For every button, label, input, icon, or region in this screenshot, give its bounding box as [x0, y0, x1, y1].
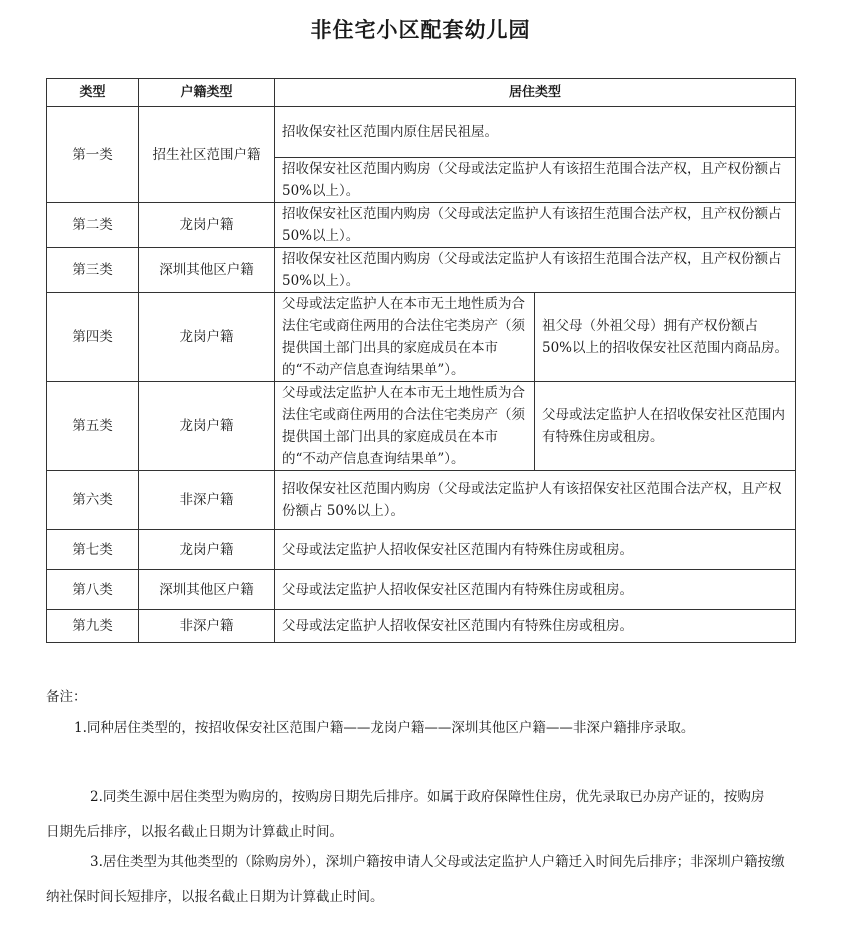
category-cell: 第七类 [47, 530, 139, 570]
category-cell: 第六类 [47, 471, 139, 530]
residence-cell-right: 父母或法定监护人在招收保安社区范围内有特殊住房或租房。 [535, 382, 796, 471]
hukou-cell: 龙岗户籍 [139, 530, 275, 570]
table-row [47, 203, 796, 248]
hukou-cell: 龙岗户籍 [139, 203, 275, 248]
hukou-cell: 龙岗户籍 [139, 382, 275, 471]
residence-cell: 招收保安社区范围内购房（父母或法定监护人有该招生范围合法产权，且产权份额占 50%以上）。 [275, 203, 796, 248]
hukou-cell: 深圳其他区户籍 [139, 248, 275, 293]
note-text: 2.同类生源中居住类型为购房的，按购房日期先后排序。如属于政府保障性住房，优先录取已办房产证的，按购房日期先后排序，以报名截止日期为计算截止时间。 [46, 789, 765, 840]
table-row [47, 530, 796, 570]
category-cell: 第九类 [47, 610, 139, 643]
note-text: 1.同种居住类型的，按招收保安社区范围户籍——龙岗户籍——深圳其他区户籍——非深户籍排序录取。 [74, 720, 695, 736]
hukou-cell: 深圳其他区户籍 [139, 570, 275, 610]
table-header-row [47, 79, 796, 107]
residence-cell: 父母或法定监护人招收保安社区范围内有特殊住房或租房。 [275, 530, 796, 570]
category-cell: 第五类 [47, 382, 139, 471]
category-cell: 第一类 [47, 107, 139, 203]
residence-cell: 招收保安社区范围内购房（父母或法定监护人有该招保安社区范围合法产权，且产权份额占 50%以上）。 [275, 471, 796, 530]
residence-cell: 父母或法定监护人招收保安社区范围内有特殊住房或租房。 [275, 570, 796, 610]
category-cell: 第四类 [47, 293, 139, 382]
hukou-cell: 非深户籍 [139, 610, 275, 643]
residence-cell: 招收保安社区范围内购房（父母或法定监护人有该招生范围合法产权，且产权份额占 50%以上）。 [275, 158, 796, 203]
hukou-cell: 龙岗户籍 [139, 293, 275, 382]
table-row [47, 248, 796, 293]
residence-cell: 父母或法定监护人招收保安社区范围内有特殊住房或租房。 [275, 610, 796, 643]
note-item-3 [46, 845, 786, 915]
table-row [47, 610, 796, 643]
category-cell: 第二类 [47, 203, 139, 248]
table-row [47, 570, 796, 610]
table-row [47, 293, 796, 382]
hukou-cell: 非深户籍 [139, 471, 275, 530]
header-category: 类型 [47, 79, 139, 107]
table-row [47, 471, 796, 530]
table-row [47, 107, 796, 158]
header-hukou-type: 户籍类型 [139, 79, 275, 107]
residence-cell: 招收保安社区范围内购房（父母或法定监护人有该招生范围合法产权，且产权份额占 50%以上）。 [275, 248, 796, 293]
residence-cell-left: 父母或法定监护人在本市无土地性质为合法住宅或商住两用的合法住宅类房产（须提供国土部门出具的家庭成员在本市的“不动产信息查询结果单”）。 [275, 293, 535, 382]
header-residence-type: 居住类型 [275, 79, 796, 107]
note-text: 3.居住类型为其他类型的（除购房外），深圳户籍按申请人父母或法定监护人户籍迁入时间先后排序；非深圳户籍按缴纳社保时间长短排序，以报名截止日期为计算截止时间。 [46, 854, 785, 905]
notes-label: 备注： [46, 689, 87, 705]
note-item-2 [46, 780, 776, 850]
residence-cell: 招收保安社区范围内原住居民祖屋。 [275, 107, 796, 158]
hukou-cell: 招生社区范围户籍 [139, 107, 275, 203]
category-cell: 第八类 [47, 570, 139, 610]
residence-cell-right: 祖父母（外祖父母）拥有产权份额占 50%以上的招收保安社区范围内商品房。 [535, 293, 796, 382]
residence-cell-left: 父母或法定监护人在本市无土地性质为合法住宅或商住两用的合法住宅类房产（须提供国土部门出具的家庭成员在本市的“不动产信息查询结果单”）。 [275, 382, 535, 471]
table-row [47, 382, 796, 471]
admission-category-table [46, 78, 796, 643]
note-item-1 [30, 711, 770, 746]
category-cell: 第三类 [47, 248, 139, 293]
page-title: 非住宅小区配套幼儿园 [310, 18, 531, 42]
